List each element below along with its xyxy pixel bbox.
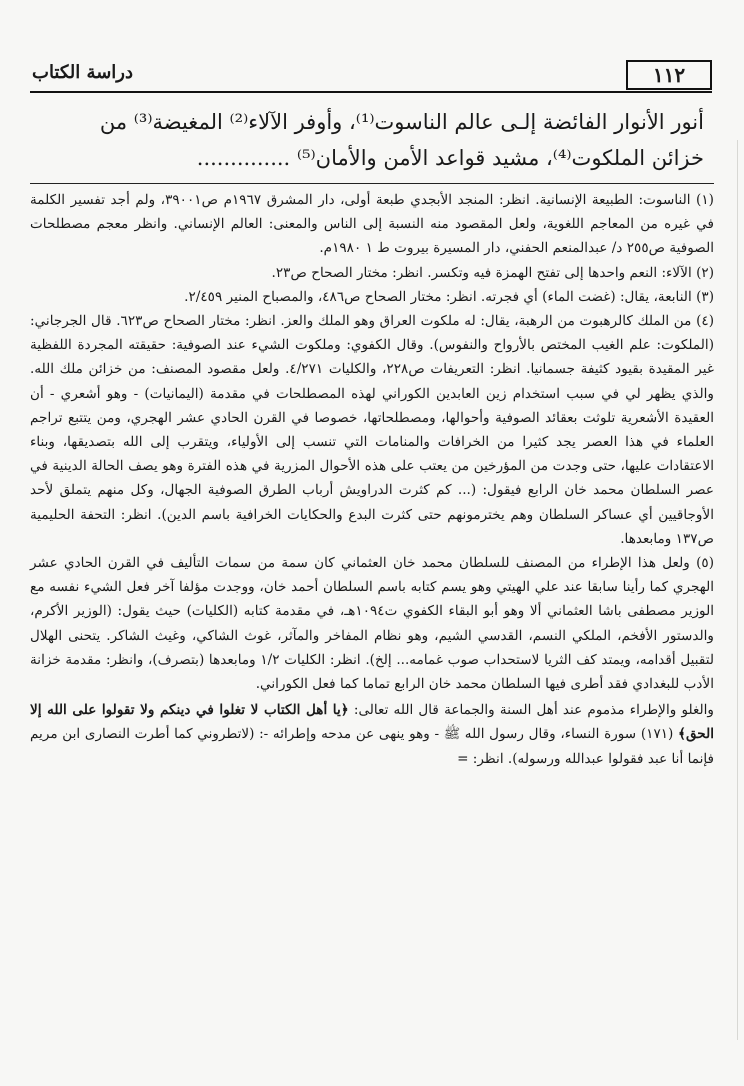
page-number-box: ١١٢ [626, 60, 712, 90]
page-header [30, 58, 712, 90]
footnote-label: (٢) [696, 264, 714, 281]
main-line-1: أنور الأنوار الفائضة إلـى عالم الناسوت⁽¹⁾، وأوفر الآلاء⁽²⁾ المغيضة⁽³⁾ من [99, 110, 704, 134]
footnote-text: من الملك كالرهبوت من الرهبة، يقال: له ملكوت العراق وهو الملك والعز. انظر: مختار الصحاح ص٦٢٣. قال الجرجاني: (الملكوت: علم الغيب المختص بالأرواح والنفوس). وقال الكفوي: وملكوت الشيء عند الصوفية: حقيقته المجردة اللفظية غير المقيدة بقيود كثيفة جسمانيا. انظر: التعريفات ص٢٢٨، والكليات ٤/٢٧١. ولعل مقصود المصنف: من خزائن ملك الله. والذي يظهر لي في سبب استخدام زين العابدين الكوراني لهذه المصطلحات في مقدمة (اليمانيات) - وهو أشعري - أن العقيدة الأشعرية تلوثت بعقائد الصوفية وأحوالها، ومصطلحاتها، خصوصا في القرن الحادي عشر الهجري، ومن يتتبع تراجم العلماء في هذا العصر يجد كثيرا من الخرافات والمنامات التي تنسب إلى الأولياء، ويتقرب إلى الله بتصديقها، وبناء الاعتقادات عليها، حتى وجدت من المؤرخين من يعتب على هذه الأحوال المزرية في هذه الفترة وهو يصف الحالة الدينية في عصر السلطان محمد خان الرابع فيقول: (... كم كثرت الدراويش أرباب الطرق الصوفية الجهال، وكل منهم يتملق لأحد الأوجاقيين أي عساكر السلطان وهم يخترمونهم حتى كثرت البدع والحكايات الخرافية باسم الدين). انظر: التحفة الحليمية ص١٣٧ ومابعدها. [30, 313, 714, 547]
footnote-text: ولعل هذا الإطراء من المصنف للسلطان محمد خان العثماني كان سمة من سمات التأليف في القرن الحادي عشر الهجري كما رأينا سابقا عند علي الهيتي وهو يسم كتابه باسم السلطان أحمد خان، ووجدت مؤلفا آخر فعل الشيء نفسه مع الوزير مصطفى باشا العثماني ألا وهو أبو البقاء الكفوي ت١٠٩٤هـ، في مقدمة كتابه (الكليات) حيث يقول: (الوزير الأكرم، والدستور الأفخم، الملكي النسم، القدسي الشيم، وهو نظام المفاخر والمآثر، غوث الشاكي، وغيث الشاكر. يتحنى الهلال لتقبيل أقدامه، ويمتد كف الثريا لاستحداب صوب غمامه... إلخ). انظر: الكليات ١/٢ ومابعدها (بتصرف)، وانظر: مقدمة خزانة الأدب للبغدادي فقد أطرى فيها السلطان محمد خان الرابع تماما كما فعل الكوراني. [30, 555, 714, 693]
footnote-label: (٥) [696, 555, 714, 572]
footnote-4 [30, 309, 714, 551]
footnote-separator [30, 183, 714, 184]
footnote-5 [30, 551, 714, 696]
main-line-2: خزائن الملكوت⁽⁴⁾، مشيد قواعد الأمن والأمان⁽⁵⁾ .............. [196, 146, 704, 170]
footnote-continuation [30, 698, 714, 771]
footnote-text: النابعة، يقال: (غضت الماء) أي فجرته. انظر: مختار الصحاح ص٤٨٦، والمصباح المنير ٢/٤٥٩. [184, 288, 692, 305]
footnotes [30, 188, 714, 771]
footnote-label: (٣) [696, 288, 714, 305]
footnote-1 [30, 188, 714, 261]
footnote-label: (١) [696, 192, 714, 208]
footnote-text: الآلاء: النعم واحدها إلى تفتح الهمزة فيه وتكسر. انظر: مختار الصحاح ص٢٣. [271, 264, 692, 281]
footnote-2 [30, 261, 714, 285]
header-rule [30, 91, 712, 93]
running-title: دراسة الكتاب [32, 62, 133, 83]
scan-edge-line [737, 140, 738, 1040]
continuation-text: والغلو والإطراء مذموم عند أهل السنة والجماعة قال الله تعالى: [348, 702, 715, 719]
main-text [30, 104, 704, 176]
quran-verse: ﴿يا أهل الكتاب لا تغلوا في دينكم ولا تقولوا على الله إلا الحق﴾ [30, 702, 714, 743]
footnote-label: (٤) [696, 313, 714, 330]
footnote-text: الناسوت: الطبيعة الإنسانية. انظر: المنجد الأبجدي طبعة أولى، دار المشرق ١٩٦٧م ص٣٩٠٠١، ولم أجد تفسير الكلمة في غيره من المعاجم اللغوية، ولعل المقصود منه النسبة إلى الناس والمعنى: العالم الإنساني. وانظر معجم مصطلحات الصوفية ص٢٥٥ د/ عبدالمنعم الحفني، دار المسيرة بيروت ط ١ ١٩٨٠م. [30, 192, 714, 257]
footnote-3 [30, 285, 714, 309]
continuation-rest: (١٧١) سورة النساء، وقال رسول الله ﷺ - وهو ينهى عن مدحه وإطرائه -: (لاتطروني كما أطرت النصارى ابن مريم فإنما أنا عبد فقولوا عبدالله ورسوله). انظر: = [30, 726, 714, 767]
